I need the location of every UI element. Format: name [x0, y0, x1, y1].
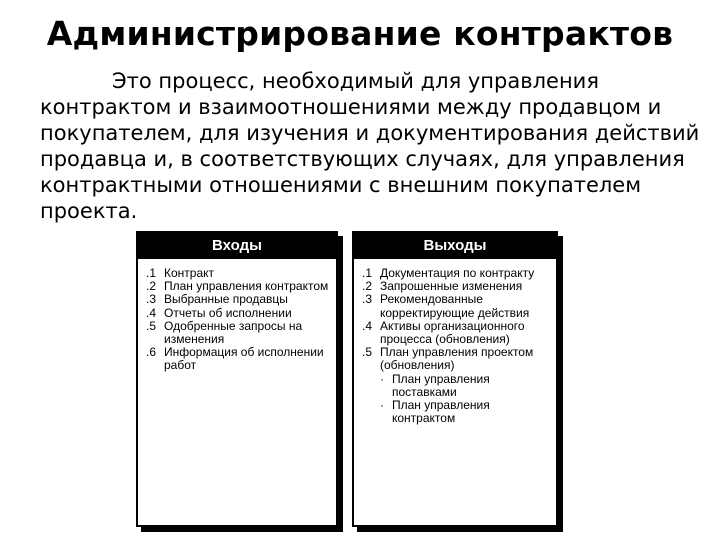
item-text: Контракт — [164, 266, 215, 280]
item-text: Рекомендованные корректирующие действия — [380, 292, 530, 320]
output-subitem — [362, 399, 552, 425]
description-paragraph: Это процесс, необходимый для управления контрактом и взаимоотношениями между продавцом и покупателем, для изучения и документирования действий продавца и, в соответствующих случаях, для управления контрактными отношениями с внешним покупателем проекта. — [40, 69, 700, 223]
inputs-list — [138, 259, 336, 373]
inputs-header: Входы — [138, 233, 336, 259]
subitem-text: План управления поставками — [392, 371, 490, 399]
item-number: .3 — [362, 292, 373, 307]
item-number: .4 — [146, 305, 157, 320]
outputs-box — [352, 231, 558, 527]
item-number: .5 — [362, 345, 373, 360]
item-text: Выбранные продавцы — [164, 292, 288, 307]
slide-title: Администрирование контрактов — [46, 14, 674, 53]
item-text: Документация по контракту — [380, 266, 535, 280]
item-number: .2 — [362, 279, 373, 294]
item-number: .6 — [146, 345, 157, 360]
bullet-icon: · — [380, 371, 384, 386]
input-item — [146, 320, 332, 346]
item-text: Отчеты об исполнении — [164, 305, 292, 320]
outputs-list — [354, 259, 556, 425]
output-item — [362, 320, 552, 346]
inputs-box — [136, 231, 338, 527]
output-subitem — [362, 373, 552, 399]
item-text: Запрошенные изменения — [380, 279, 523, 294]
item-text: Информация об исполнении работ — [164, 345, 324, 373]
item-number: .1 — [362, 266, 373, 280]
item-number: .1 — [146, 266, 157, 280]
item-number: .2 — [146, 279, 157, 294]
input-item — [146, 307, 332, 320]
item-number: .3 — [146, 292, 157, 307]
item-text: План управления проектом (обновления) — [380, 345, 534, 373]
item-text: Одобренные запросы на изменения — [164, 318, 303, 347]
output-item — [362, 346, 552, 372]
subitem-text: План управления контрактом — [392, 398, 490, 426]
output-item — [362, 293, 552, 319]
input-item — [146, 293, 332, 306]
item-number: .4 — [362, 318, 373, 333]
outputs-header: Выходы — [354, 233, 556, 259]
input-item — [146, 346, 332, 372]
item-text: Активы организационного процесса (обновления) — [380, 318, 525, 347]
bullet-icon: · — [380, 398, 384, 413]
item-number: .5 — [146, 318, 157, 333]
item-text: План управления контрактом — [164, 279, 329, 294]
